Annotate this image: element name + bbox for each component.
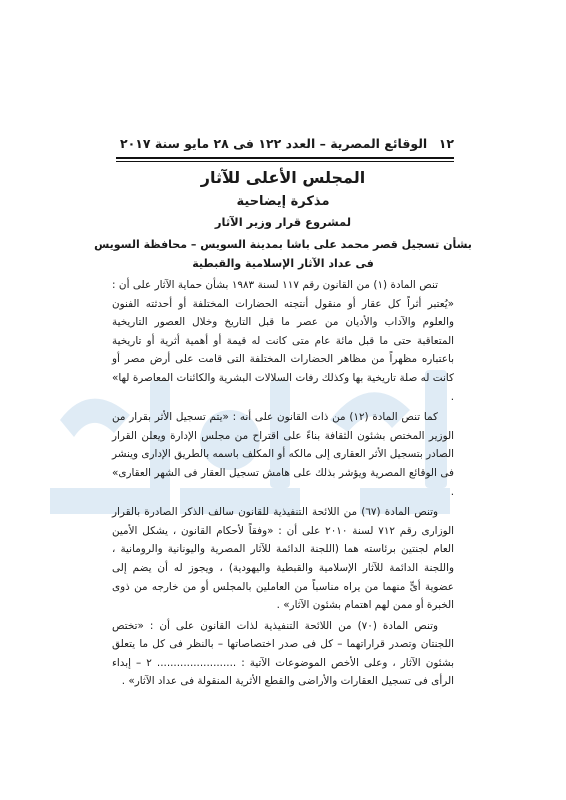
running-header: [120, 132, 454, 154]
council-title: المجلس الأعلى للآثار: [200, 168, 366, 187]
page-number: ١٢: [438, 135, 454, 151]
paragraph: كما تنص المادة (١٢) من ذات القانون على أنه : «يتم تسجيل الأثر بقرار من الوزير المختص بشئون الثقافة بناءً على اقتراح من مجلس الإدارة ويعلن القرار الصادر بتسجيل الأثر العقارى إلى مالكه أو المكلف باسمه بالطريق الإدارى وينشر فى الوقائع المصرية ويؤشر بذلك على هامش تسجيل العقار فى الشهر العقارى» .: [111, 411, 454, 498]
paragraph: تنص المادة (١) من القانون رقم ١١٧ لسنة ١٩٨٣ بشأن حماية الآثار على أن : «يُعتبر أثراً كل عقار أو منقول أنتجته الحضارات المختلفة أو أحدثته الفنون والعلوم والآداب والأديان من عصر ما قبل التاريخ وخلال العصور التاريخية المتعاقبة حتى ما قبل مائة عام متى كانت له قيمة أو أهمية أثرية أو تاريخية باعتباره مظهراً من مظاهر الحضارات المختلفة التى قامت على أرض مصر أو كانت له صلة تاريخية بها وكذلك رفات السلالات البشرية والكائنات المعاصرة لها» .: [112, 279, 454, 403]
title-block: [0, 170, 566, 269]
draft-title: لمشروع قرار وزير الآثار: [214, 215, 352, 229]
memo-title: مذكرة إيضاحية: [236, 194, 330, 209]
paragraph: وتنص المادة (٦٧) من اللائحة التنفيذية للقانون سالف الذكر الصادرة بالقرار الوزارى رقم ٧١٢ لسنة ٢٠١٠ على أن : «وفقاً لأحكام القانون ، يشكل الأمين العام لجنتين برئاسته هما (اللجنة الدائمة للآثار المصرية واليونانية والرومانية ، واللجنة الدائمة للآثار الإسلامية والقبطية واليهودية) ، ويجوز له أن يضم إلى عضوية أىٍّ منهما من يراه مناسباً من العاملين بالمجلس أو من خارجه من ذوى الخبرة أو ممن لهم اهتمام بشئون الآثار» .: [112, 506, 455, 612]
publication-line: الوقائع المصرية – العدد ١٢٢ فى ٢٨ مايو سنة ٢٠١٧: [120, 135, 428, 151]
header-rule: [116, 157, 454, 162]
subject-line-2: فى عداد الآثار الإسلامية والقبطية: [192, 256, 374, 270]
body-text: [112, 276, 454, 693]
subject-line-1: بشأن تسجيل قصر محمد على باشا بمدينة السويس – محافظة السويس: [94, 237, 472, 251]
paragraph: وتنص المادة (٧٠) من اللائحة التنفيذية لذات القانون على أن : «تختص اللجنتان وتصدر قراراتهما – كل فى صدر اختصاصاتها – بالنظر فى كل ما يتعلق بشئون الآثار ، وعلى الأخص الموضوعات الآتية : ........................ ٢ – إبداء الرأى فى تسجيل العقارات والأراضى والقطع الأثرية المنقولة فى عداد الآثار» .: [112, 619, 454, 688]
